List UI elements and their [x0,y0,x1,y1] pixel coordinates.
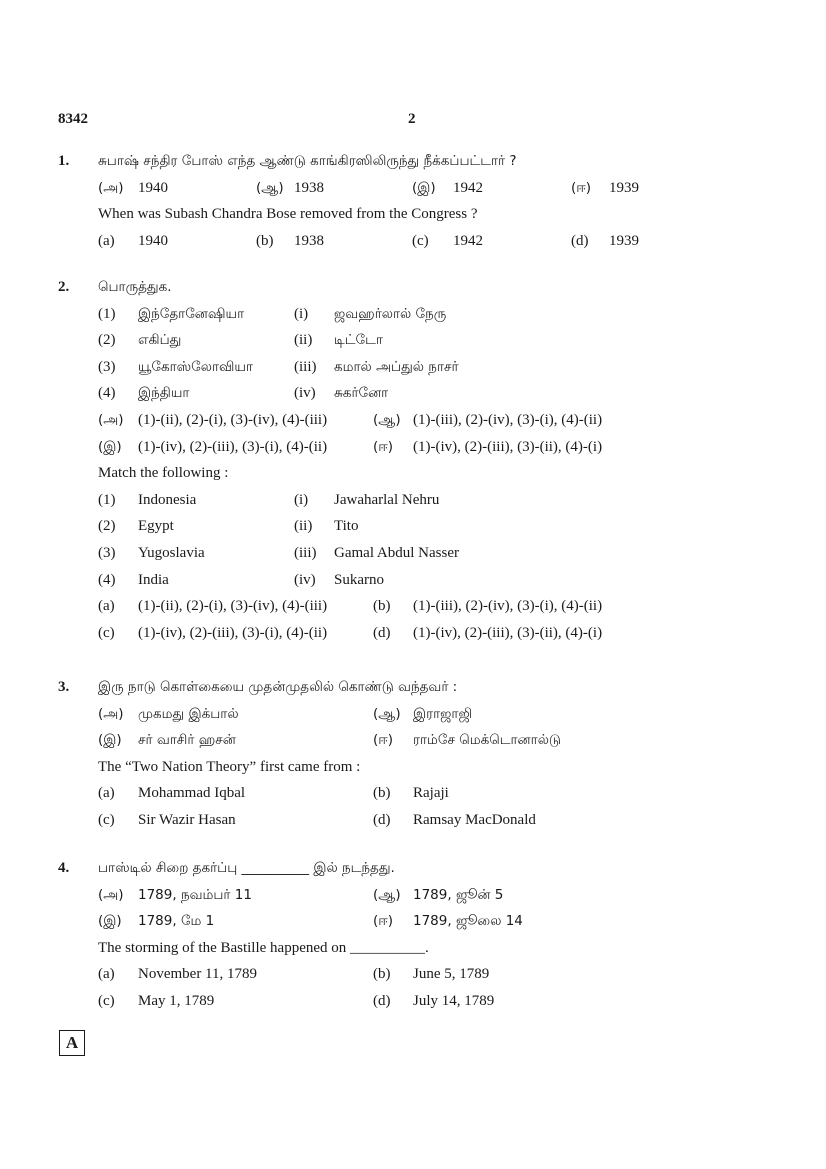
item-numeral: (iii) [294,544,317,561]
option-label: (இ) [98,732,122,749]
match-row [58,487,758,514]
option-text: (1)-(iv), (2)-(iii), (3)-(ii), (4)-(i) [413,438,603,455]
option-label: (ஈ) [373,913,394,930]
question-number: 3. [58,679,70,695]
right-item: Jawaharlal Nehru [334,491,440,508]
match-row [58,327,758,354]
option-text: சர் வாசிர் ஹசன் [138,732,236,749]
question-3 [58,674,758,834]
option-label: (அ) [98,411,124,428]
option-label: (அ) [98,886,124,903]
tamil-question: பொருத்துக. [98,279,172,295]
left-item: யூகோஸ்லோவியா [138,358,253,375]
option-text: 1789, நவம்பர் 11 [138,886,252,903]
right-item: ஜவஹர்லால் நேரு [334,305,447,322]
left-item: Indonesia [138,491,197,508]
tamil-question: சுபாஷ் சந்திர போஸ் எந்த ஆண்டு காங்கிரஸிலிருந்து நீக்கப்பட்டார் ? [98,153,517,169]
english-options-row [58,228,758,255]
option-text: 1942 [453,232,483,249]
match-row [58,354,758,381]
option-label: (a) [98,598,115,615]
tamil-options-row [58,908,758,935]
english-options-row [58,593,758,620]
paper-code: 8342 [58,111,88,127]
question-number: 4. [58,860,70,876]
question-1 [58,148,758,254]
english-question: When was Subash Chandra Bose removed from the Congress ? [98,206,478,223]
match-row [58,301,758,328]
option-text: Sir Wazir Hasan [138,811,236,828]
option-label: (c) [98,624,115,641]
item-numeral: (iv) [294,571,316,588]
option-text: 1938 [294,179,324,196]
option-text: 1942 [453,179,483,196]
booklet-series-box: A [59,1030,85,1056]
option-label: (c) [98,992,115,1009]
right-item: Tito [334,518,359,535]
english-question: The “Two Nation Theory” first came from : [98,758,361,775]
option-label: (b) [256,232,274,249]
option-text: இராஜாஜி [413,705,473,722]
option-label: (d) [571,232,589,249]
option-label: (ஈ) [571,179,592,196]
right-item: கமால் அப்துல் நாசர் [334,358,459,375]
right-item: டிட்டோ [334,332,383,349]
left-item: எகிப்து [138,332,182,349]
option-text: 1940 [138,232,168,249]
page-number: 2 [408,111,416,127]
option-text: June 5, 1789 [413,966,490,983]
option-label: (a) [98,785,115,802]
option-label: (இ) [412,179,436,196]
left-item: Egypt [138,518,174,535]
option-label: (அ) [98,705,124,722]
option-text: 1938 [294,232,324,249]
option-text: (1)-(ii), (2)-(i), (3)-(iv), (4)-(iii) [138,598,328,615]
option-label: (இ) [98,438,122,455]
option-label: (ஆ) [373,705,401,722]
english-options-row [58,620,758,647]
option-label: (அ) [98,179,124,196]
option-label: (d) [373,811,391,828]
option-label: (ஆ) [373,411,401,428]
option-label: (c) [98,811,115,828]
left-item: இந்தோனேஷியா [138,305,245,322]
option-label: (d) [373,992,391,1009]
item-numeral: (ii) [294,518,313,535]
match-row [58,380,758,407]
item-numeral: (iv) [294,385,316,402]
match-row [58,567,758,594]
option-label: (ஈ) [373,438,394,455]
option-label: (c) [412,232,429,249]
option-text: (1)-(iv), (2)-(iii), (3)-(i), (4)-(ii) [138,624,328,641]
option-label: (இ) [98,913,122,930]
tamil-options-row [58,407,758,434]
option-label: (b) [373,598,391,615]
option-text: ராம்சே மெக்டொனால்டு [413,732,561,749]
item-number: (3) [98,544,116,561]
tamil-question: பாஸ்டில் சிறை தகர்ப்பு __________ இல் நடந்தது. [98,860,395,876]
match-row [58,513,758,540]
option-text: முகமது இக்பால் [138,705,239,722]
option-text: 1789, ஜூன் 5 [413,886,504,903]
option-label: (ஆ) [373,886,401,903]
english-question: Match the following : [98,465,229,482]
option-text: (1)-(iv), (2)-(iii), (3)-(ii), (4)-(i) [413,624,603,641]
left-item: இந்தியா [138,385,190,402]
english-options-row [58,988,758,1015]
item-number: (1) [98,305,116,322]
right-item: Gamal Abdul Nasser [334,544,459,561]
option-text: 1789, ஜூலை 14 [413,913,523,930]
right-item: சுகர்னோ [334,385,389,402]
tamil-options-row [58,175,758,202]
option-label: (b) [373,966,391,983]
item-number: (4) [98,571,116,588]
option-text: 1940 [138,179,168,196]
english-options-row [58,961,758,988]
question-number: 1. [58,153,70,169]
tamil-options-row [58,882,758,909]
tamil-options-row [58,727,758,754]
match-row [58,540,758,567]
item-number: (2) [98,518,116,535]
option-text: 1939 [609,179,639,196]
question-number: 2. [58,279,70,295]
item-number: (4) [98,385,116,402]
english-question: The storming of the Bastille happened on __________. [98,939,429,956]
item-number: (3) [98,358,116,375]
option-text: 1939 [609,232,639,249]
option-text: Rajaji [413,785,449,802]
tamil-options-row [58,434,758,461]
tamil-options-row [58,701,758,728]
option-text: (1)-(ii), (2)-(i), (3)-(iv), (4)-(iii) [138,411,328,428]
english-options-row [58,807,758,834]
question-4 [58,855,758,1015]
option-text: May 1, 1789 [138,992,215,1009]
option-text: Mohammad Iqbal [138,785,246,802]
left-item: India [138,571,169,588]
option-label: (ஈ) [373,732,394,749]
option-text: (1)-(iv), (2)-(iii), (3)-(i), (4)-(ii) [138,438,328,455]
option-label: (ஆ) [256,179,284,196]
option-label: (a) [98,966,115,983]
option-text: 1789, மே 1 [138,913,215,930]
item-number: (2) [98,332,116,349]
item-numeral: (i) [294,305,309,322]
item-numeral: (iii) [294,358,317,375]
tamil-question: இரு நாடு கொள்கையை முதன்முதலில் கொண்டு வந்தவர் : [98,679,458,695]
item-numeral: (ii) [294,332,313,349]
option-text: July 14, 1789 [413,992,495,1009]
left-item: Yugoslavia [138,544,205,561]
option-text: November 11, 1789 [138,966,258,983]
option-label: (a) [98,232,115,249]
option-text: (1)-(iii), (2)-(iv), (3)-(i), (4)-(ii) [413,598,603,615]
english-options-row [58,780,758,807]
question-2 [58,274,758,646]
item-numeral: (i) [294,491,309,508]
option-label: (b) [373,785,391,802]
option-text: (1)-(iii), (2)-(iv), (3)-(i), (4)-(ii) [413,411,603,428]
right-item: Sukarno [334,571,384,588]
option-text: Ramsay MacDonald [413,811,536,828]
option-label: (d) [373,624,391,641]
item-number: (1) [98,491,116,508]
